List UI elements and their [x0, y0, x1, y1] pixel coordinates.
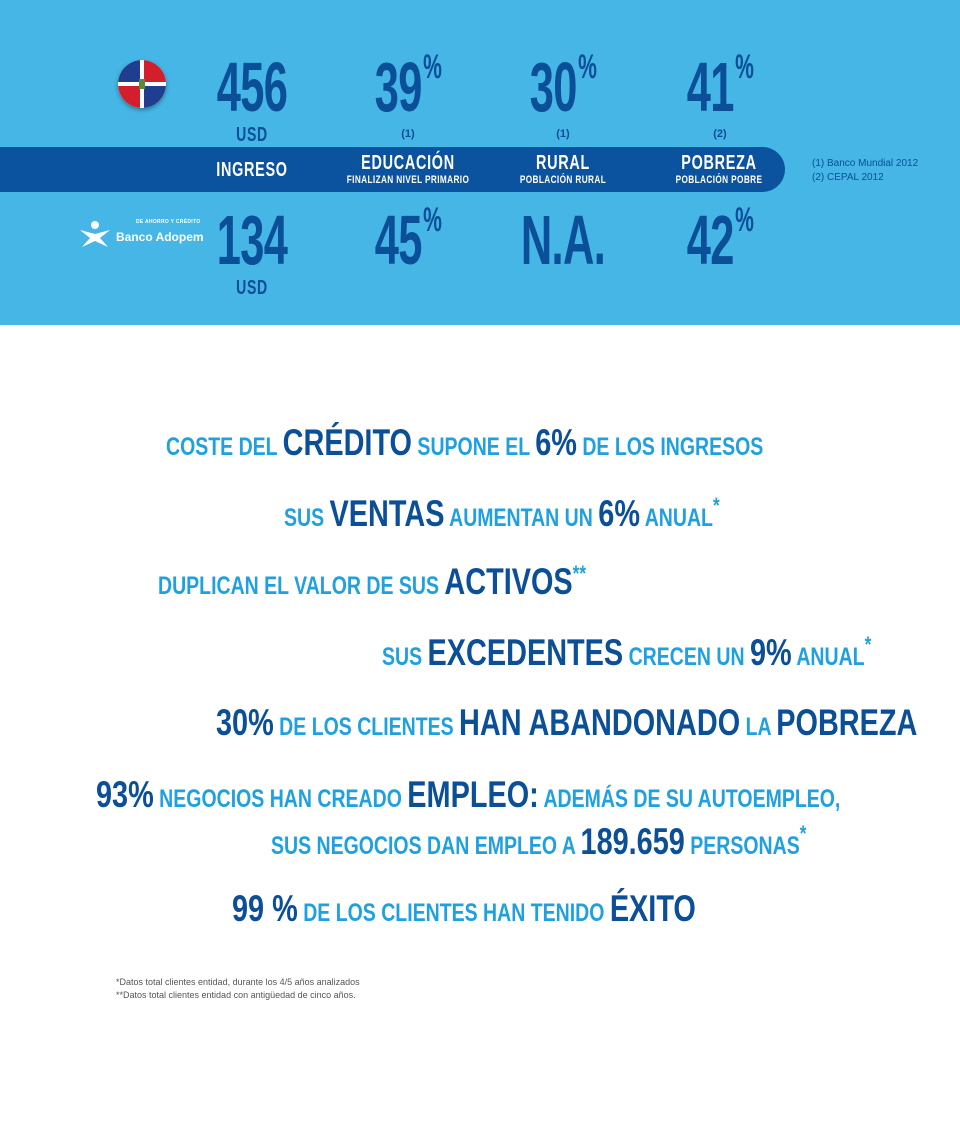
fact-excedentes: SUS EXCEDENTES CRECEN UN 9% ANUAL* — [382, 632, 872, 673]
fact-ventas: SUS VENTAS AUMENTAN UN 6% ANUAL* — [284, 493, 720, 534]
band-label-ingreso: INGRESO — [216, 159, 288, 181]
percent-sign: % — [735, 48, 754, 86]
stat-educacion-country — [328, 48, 488, 140]
percent-sign: % — [578, 48, 597, 86]
footnote-1: *Datos total clientes entidad, durante los 4/5 años analizados — [116, 977, 360, 987]
sources — [812, 157, 918, 185]
source-1: (1) Banco Mundial 2012 — [812, 158, 919, 169]
stat-value: 134 — [216, 201, 288, 279]
stat-value: 42 — [686, 201, 734, 279]
band-label-rural: RURAL POBLACIÓN RURAL — [519, 152, 607, 186]
banco-adopem-logo: DE AHORRO Y CRÉDITO Banco Adopem — [78, 218, 213, 248]
stat-value: N.A. — [520, 201, 606, 279]
stat-rural-adopem — [483, 201, 643, 279]
percent-sign: % — [423, 48, 442, 86]
stat-value: 39 — [374, 48, 422, 126]
fact-empleo-personas: SUS NEGOCIOS DAN EMPLEO A 189.659 PERSONAS* — [271, 821, 807, 862]
percent-sign: % — [423, 201, 442, 239]
stat-unit: USD — [236, 277, 268, 299]
stat-ref: (1) — [556, 128, 570, 140]
stat-pobreza-country — [640, 48, 800, 140]
footnote-2: **Datos total clientes entidad con antigüedad de cinco años. — [116, 990, 356, 1000]
fact-credito: COSTE DEL CRÉDITO SUPONE EL 6% DE LOS INGRESOS — [166, 422, 764, 463]
stat-ref: (2) — [713, 128, 727, 140]
footnotes — [116, 976, 360, 1002]
source-2: (2) CEPAL 2012 — [812, 172, 884, 183]
fact-exito: 99 % DE LOS CLIENTES HAN TENIDO ÉXITO — [232, 888, 696, 929]
stat-ref: (1) — [401, 128, 415, 140]
percent-sign: % — [735, 201, 754, 239]
stat-ingreso-adopem — [172, 201, 332, 300]
band-label-educacion: EDUCACIÓN FINALIZAN NIVEL PRIMARIO — [346, 152, 470, 186]
dominican-flag-icon — [118, 60, 166, 108]
stat-rural-country — [483, 48, 643, 140]
band-label-pobreza: POBREZA POBLACIÓN POBRE — [675, 152, 763, 186]
stat-ingreso-country — [172, 48, 332, 147]
stat-value: 30 — [529, 48, 577, 126]
stat-unit: USD — [236, 124, 268, 146]
stat-value: 45 — [374, 201, 422, 279]
stat-value: 456 — [216, 48, 288, 126]
fact-pobreza: 30% DE LOS CLIENTES HAN ABANDONADO LA POBREZA — [216, 702, 918, 743]
stat-pobreza-adopem — [640, 201, 800, 279]
adopem-figure-icon — [78, 220, 112, 248]
stats-panel — [0, 0, 960, 325]
stat-educacion-adopem — [328, 201, 488, 279]
stat-value: 41 — [686, 48, 734, 126]
fact-empleo: 93% NEGOCIOS HAN CREADO EMPLEO: ADEMÁS DE SU AUTOEMPLEO, — [96, 774, 841, 815]
fact-activos: DUPLICAN EL VALOR DE SUS ACTIVOS** — [158, 561, 587, 602]
